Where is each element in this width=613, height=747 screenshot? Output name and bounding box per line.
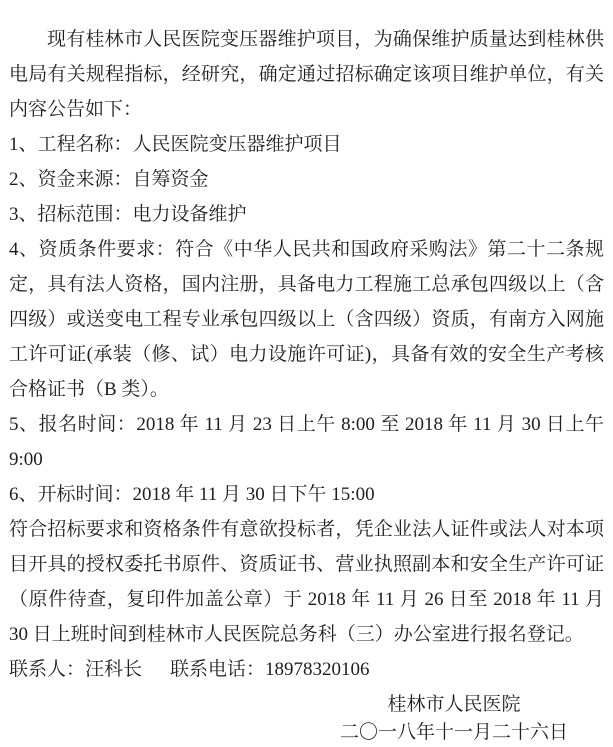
- contact-person: 联系人：汪科长: [9, 659, 143, 680]
- contact-phone: 联系电话：18978320106: [170, 659, 370, 680]
- signature-date: 二〇一八年十一月二十六日: [339, 722, 568, 743]
- signature-block: [304, 691, 604, 747]
- intro-paragraph: 现有桂林市人民医院变压器维护项目，为确保维护质量达到桂林供电局有关规程指标，经研究，确定通过招标确定该项目维护单位，有关内容公告如下：: [9, 29, 604, 120]
- item-tender-scope: 3、招标范围：电力设备维护: [9, 204, 247, 225]
- signature-org: 桂林市人民医院: [387, 694, 521, 715]
- item-qualification-requirements: 4、资质条件要求：符合《中华人民共和国政府采购法》第二十二条规定，具有法人资格，国内注册，具备电力工程施工总承包四级以上（含四级）或送变电工程专业承包四级以上（含四级）资质，有南方入网施工许可证(承装（修、试）电力设施许可证)，具备有效的安全生产考核合格证书（B 类）。: [9, 239, 604, 400]
- item-bid-opening-time: 6、开标时间：2018 年 11 月 30 日下午 15:00: [9, 484, 375, 505]
- item-registration-time: 5、报名时间：2018 年 11 月 23 日上午 8:00 至 2018 年 11 月 30 日上午 9:00: [9, 414, 604, 470]
- closing-paragraph: 符合招标要求和资格条件有意欲投标者，凭企业法人证件或法人对本项目开具的授权委托书原件、资质证书、营业执照副本和安全生产许可证（原件待查，复印件加盖公章）于 2018 年 11 月 26 日至 2018 年 11 月 30 日上班时间到桂林市人民医院总务科（三）办公室进行报名登记。: [9, 519, 604, 645]
- item-funding-source: 2、资金来源：自筹资金: [9, 169, 209, 190]
- item-project-name: 1、工程名称：人民医院变压器维护项目: [9, 134, 342, 155]
- contact-line: [9, 652, 604, 687]
